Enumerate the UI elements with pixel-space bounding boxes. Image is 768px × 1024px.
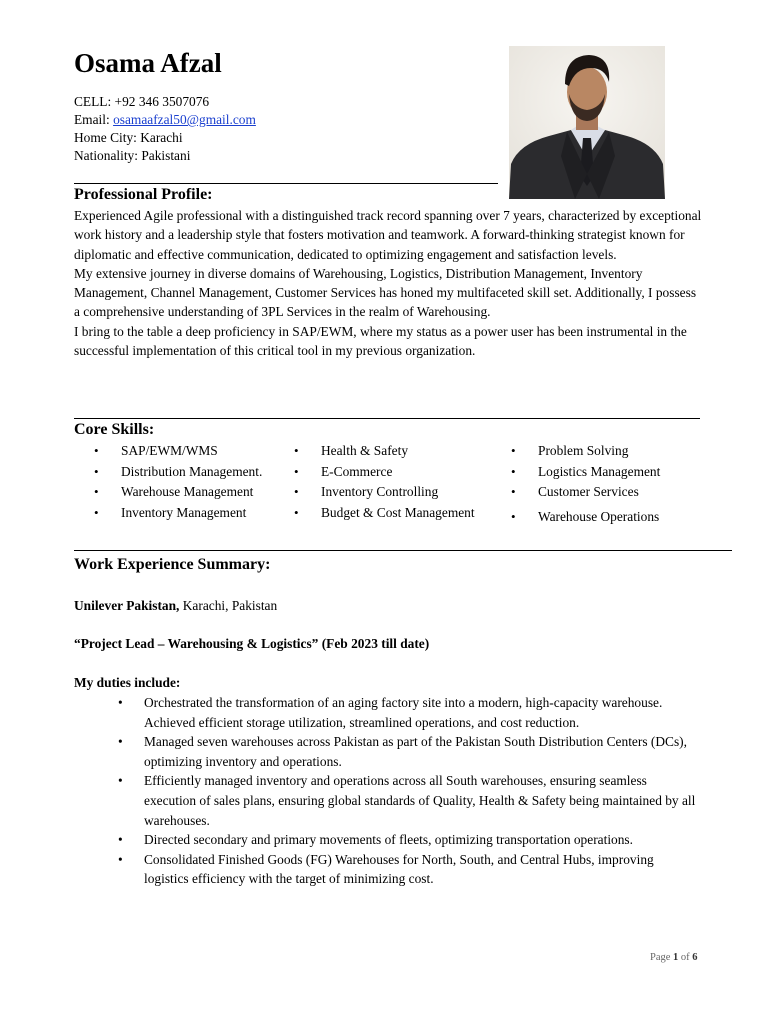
duty-item: • Orchestrated the transformation of an aging factory site into a modern, high-capacity warehouse. Achieved efficient storage utilization, streamlined operations, and cost reduction. [118,693,698,732]
profile-paragraph: My extensive journey in diverse domains of Warehousing, Logistics, Distribution Management, Inventory Management, Channel Management, Customer Services has honed my multifaceted skill set. Additionally, I possess a comprehensive understanding of 3PL Services in the realm of Warehousing. [74,265,697,320]
duty-item: • Managed seven warehouses across Pakistan as part of the Pakistan South Distribution Centers (DCs), optimizing inventory and operations. [118,732,698,771]
profile-heading: Professional Profile: [74,186,213,203]
company-location: Karachi, Pakistan [179,598,278,613]
skills-divider [74,418,700,419]
nationality: Nationality: Pakistani [74,148,191,163]
profile-paragraph: I bring to the table a deep proficiency in SAP/EWM, where my status as a power user has been instrumental in the successful implementation of this critical tool in my previous organization. [74,323,687,359]
duties-heading: My duties include: [74,675,181,690]
skill-item: • Health & Safety [294,441,475,462]
profile-photo [509,46,665,199]
skill-item: • Warehouse Operations [511,507,660,528]
contact-block [74,93,256,165]
of-word: of [678,952,693,963]
skill-item: • Warehouse Management [94,482,262,503]
duty-item: • Directed secondary and primary movements of fleets, optimizing transportation operations. [118,830,698,850]
email-label: Email: [74,112,114,127]
skill-item: • Customer Services [511,482,660,503]
email-link[interactable]: osamaafzal50@gmail.com [113,112,256,127]
email-line [74,111,256,129]
profile-divider [74,183,498,184]
cell-number: CELL: +92 346 3507076 [74,94,210,109]
skills-column-2 [294,441,475,523]
job-title: “Project Lead – Warehousing & Logistics” (Feb 2023 till date) [74,636,430,651]
profile-paragraph: Experienced Agile professional with a distinguished track record spanning over 7 years, characterized by exceptional work history and a leadership style that fosters motivation and teamwork. A forward-thinking strategist known for diplomatic and effective communication, dedicated to optimizing engagement and satisfaction levels. [74,208,702,262]
page-number [650,952,698,963]
skill-item: • Inventory Management [94,503,262,524]
duty-item: • Consolidated Finished Goods (FG) Warehouses for North, South, and Central Hubs, improving logistics efficiency with the target of minimizing cost. [118,850,698,889]
candidate-name: Osama Afzal [74,48,222,78]
skills-heading: Core Skills: [74,421,155,438]
duties-list [118,693,698,889]
experience-divider [74,550,732,551]
skill-item: • Inventory Controlling [294,482,475,503]
skill-item: • Distribution Management. [94,462,262,483]
profile-text [74,206,704,360]
skills-column-1 [94,441,262,523]
skill-item: • E-Commerce [294,462,475,483]
page-total: 6 [692,952,698,963]
page-current: 1 [673,952,679,963]
experience-heading: Work Experience Summary: [74,556,271,573]
home-city: Home City: Karachi [74,130,183,145]
skills-column-3 [511,441,660,527]
skill-item: • Logistics Management [511,462,660,483]
company-line [74,596,277,615]
duty-item: • Efficiently managed inventory and operations across all South warehouses, ensuring seamless execution of sales plans, ensuring global standards of Quality, Health & Safety being maintained by all warehouses. [118,771,698,830]
skill-item: • Budget & Cost Management [294,503,475,524]
company-name: Unilever Pakistan, [74,598,180,613]
skill-item: • Problem Solving [511,441,660,462]
page-word: Page [650,952,674,963]
skill-item: • SAP/EWM/WMS [94,441,262,462]
